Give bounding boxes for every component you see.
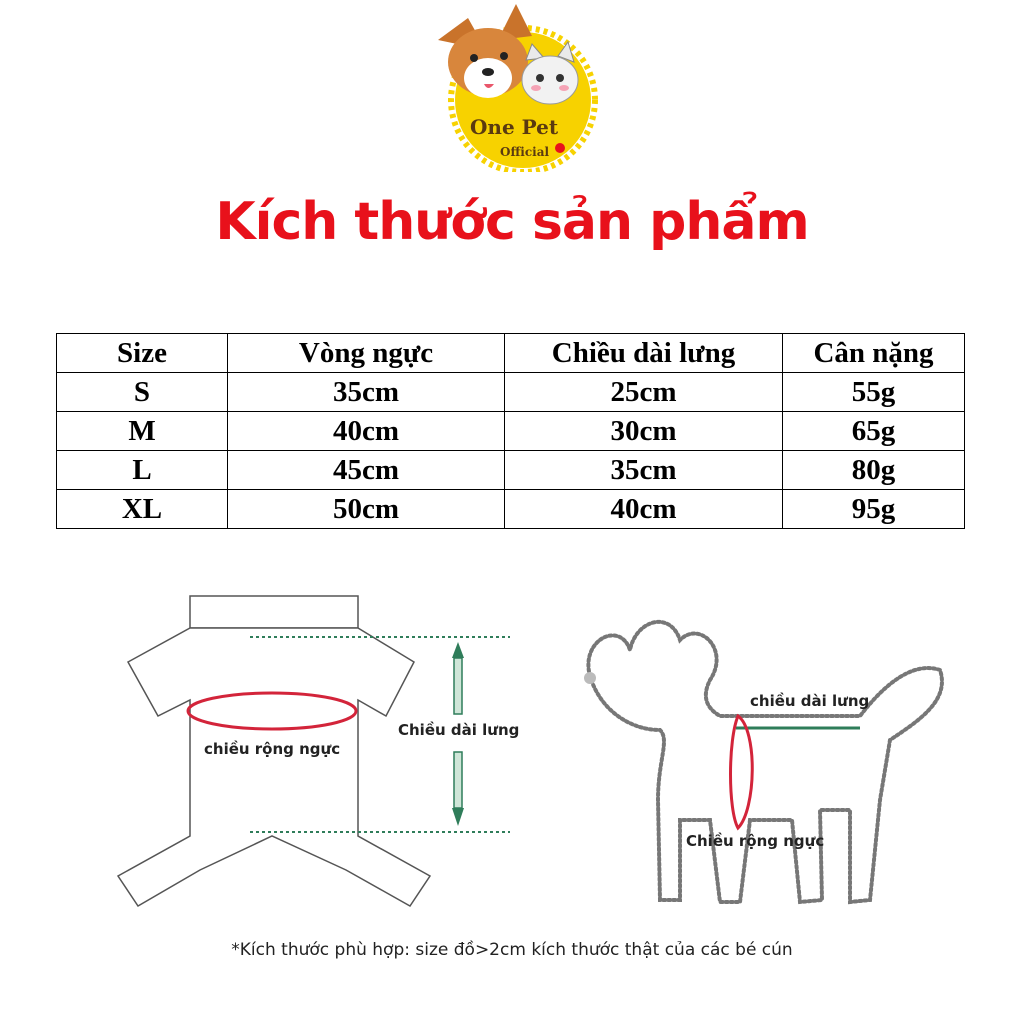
shirt-chest-label: chiều rộng ngực — [204, 740, 341, 758]
cell-back-length: 40cm — [505, 490, 783, 529]
cell-size: L — [57, 451, 228, 490]
cell-weight: 80g — [783, 451, 965, 490]
cell-back-length: 25cm — [505, 373, 783, 412]
cell-back-length: 30cm — [505, 412, 783, 451]
cell-chest: 45cm — [228, 451, 505, 490]
logo-line1: One Pet — [470, 115, 559, 139]
cell-size: M — [57, 412, 228, 451]
header-chest: Vòng ngực — [228, 334, 505, 373]
dog-chest-label: Chiều rộng ngực — [686, 832, 825, 850]
shirt-measurement-diagram — [0, 580, 540, 925]
dog-back-label: chiều dài lưng — [750, 692, 870, 710]
header-size: Size — [57, 334, 228, 373]
cell-weight: 65g — [783, 412, 965, 451]
dog-chest-measure-loop — [731, 716, 753, 828]
cell-chest: 35cm — [228, 373, 505, 412]
cell-back-length: 35cm — [505, 451, 783, 490]
page-title: Kích thước sản phẩm — [215, 192, 809, 252]
brand-logo — [428, 0, 598, 172]
table-row — [57, 412, 965, 451]
header-back-length: Chiều dài lưng — [505, 334, 783, 373]
table-row — [57, 490, 965, 529]
cell-weight: 95g — [783, 490, 965, 529]
cell-size: S — [57, 373, 228, 412]
cell-chest: 40cm — [228, 412, 505, 451]
size-table — [56, 333, 965, 529]
header-weight: Cân nặng — [783, 334, 965, 373]
shirt-length-label: Chiều dài lưng — [398, 721, 520, 739]
logo-line2: Official — [500, 145, 550, 159]
table-row — [57, 373, 965, 412]
cell-weight: 55g — [783, 373, 965, 412]
dog-measurement-diagram — [560, 580, 980, 945]
footnote: *Kích thước phù hợp: size đồ>2cm kích thước thật của các bé cún — [231, 940, 793, 960]
table-row — [57, 451, 965, 490]
table-header-row — [57, 334, 965, 373]
cell-size: XL — [57, 490, 228, 529]
cell-chest: 50cm — [228, 490, 505, 529]
